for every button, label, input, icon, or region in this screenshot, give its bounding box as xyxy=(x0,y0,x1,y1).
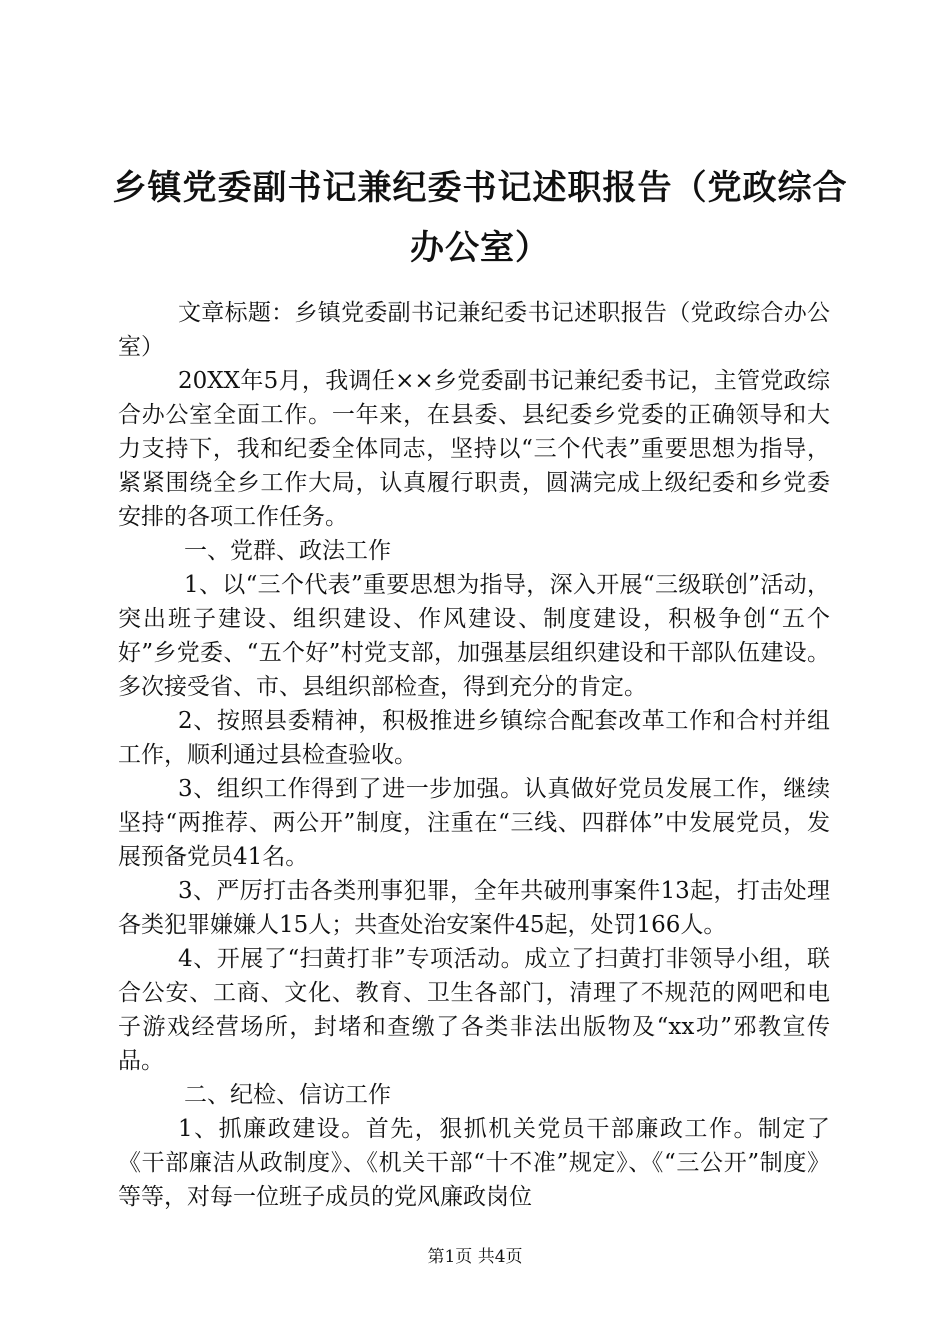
paragraph-1-4: 4、开展了“扫黄打非”专项活动。成立了扫黄打非领导小组，联合公安、工商、文化、教育、卫生各部门，清理了不规范的网吧和电子游戏经营场所，封堵和查缴了各类非法出版物及“xx功”邪教宣传品。 xyxy=(118,946,830,1074)
document-body xyxy=(118,296,830,1214)
paragraph-1-2: 2、按照县委精神，积极推进乡镇综合配套改革工作和合村并组工作，顺利通过县检查验收。 xyxy=(118,708,830,768)
paragraph-2-1: 1、抓廉政建设。首先，狠抓机关党员干部廉政工作。制定了《干部廉洁从政制度》、《机关干部“十不准”规定》、《“三公开”制度》等等，对每一位班子成员的党风廉政岗位 xyxy=(118,1116,830,1210)
section-heading-1: 一、党群、政法工作 xyxy=(184,538,391,564)
paragraph-1-3: 3、组织工作得到了进一步加强。认真做好党员发展工作，继续坚持“两推荐、两公开”制度，注重在“三线、四群体”中发展党员，发展预备党员41名。 xyxy=(118,776,830,870)
paragraph-1-3b: 3、严厉打击各类刑事犯罪，全年共破刑事案件13起，打击处理各类犯罪嫌嫌人15人；共查处治安案件45起，处罚166人。 xyxy=(118,878,830,938)
paragraph-intro: 20XX年5月，我调任××乡党委副书记兼纪委书记，主管党政综合办公室全面工作。一年来，在县委、县纪委乡党委的正确领导和大力支持下，我和纪委全体同志，坚持以“三个代表”重要思想为指导，紧紧围绕全乡工作大局，认真履行职责，圆满完成上级纪委和乡党委安排的各项工作任务。 xyxy=(118,368,830,530)
page-number: 第1页 共4页 xyxy=(427,1247,523,1267)
paragraph-article-title: 文章标题：乡镇党委副书记兼纪委书记述职报告（党政综合办公室） xyxy=(118,300,830,360)
section-heading-2: 二、纪检、信访工作 xyxy=(184,1082,391,1108)
paragraph-1-1: 1、以“三个代表”重要思想为指导，深入开展“三级联创”活动，突出班子建设、组织建设、作风建设、制度建设，积极争创“五个好”乡党委、“五个好”村党支部，加强基层组织建设和干部队伍建设。多次接受省、市、县组织部检查，得到充分的肯定。 xyxy=(118,572,830,700)
document-title: 乡镇党委副书记兼纪委书记述职报告（党政综合办公室） xyxy=(112,168,848,268)
